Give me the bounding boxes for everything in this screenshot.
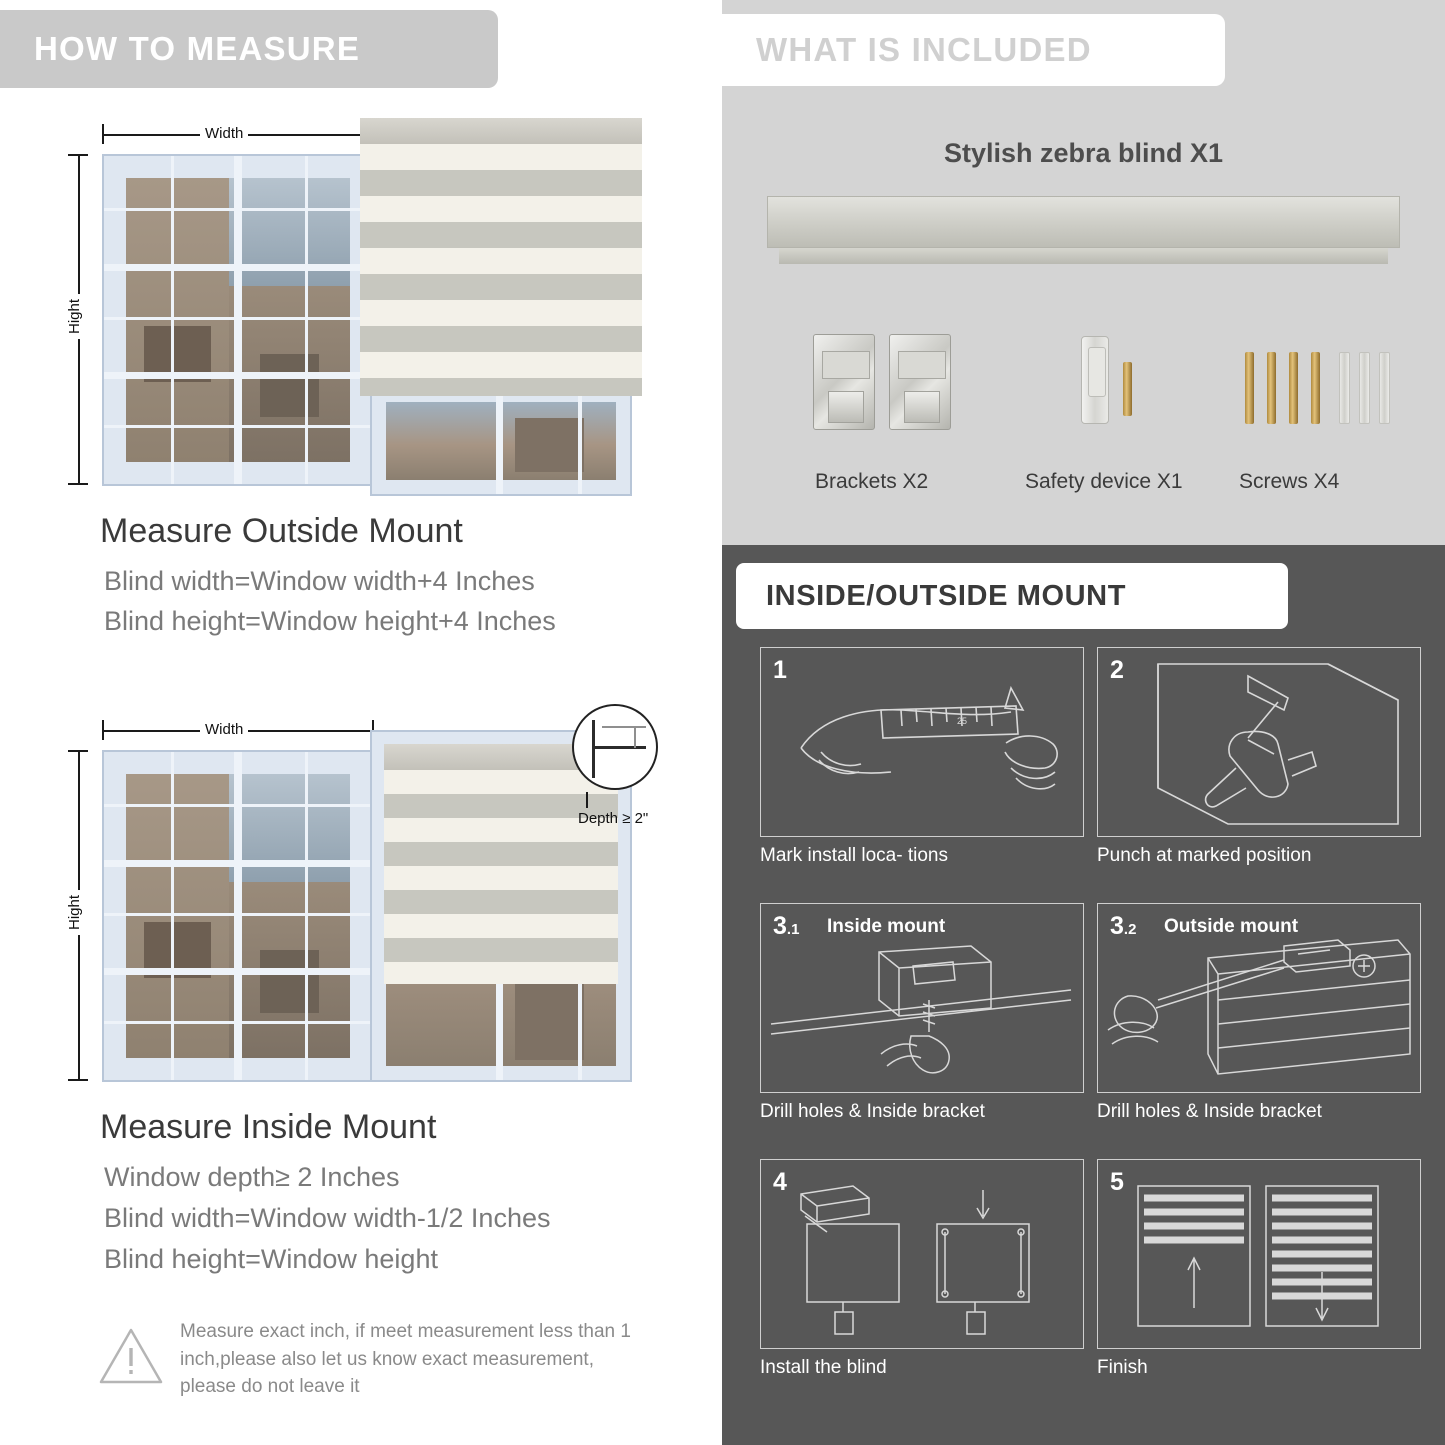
step-1 — [760, 647, 1084, 877]
step-3-2-caption: Drill holes & Inside bracket — [1097, 1101, 1322, 1122]
anchor-icon-3 — [1379, 352, 1390, 424]
depth-callout — [572, 704, 692, 827]
anchor-icon-2 — [1359, 352, 1370, 424]
width-tick-left — [102, 124, 104, 144]
how-to-measure-title: HOW TO MEASURE — [34, 30, 361, 67]
screw-icon-4 — [1311, 352, 1320, 424]
step-3-1-tag: Inside mount — [827, 916, 946, 937]
screw-icon-3 — [1289, 352, 1298, 424]
inside-mount-title: Measure Inside Mount — [100, 1108, 437, 1146]
inside-outside-mount-header — [736, 563, 1288, 629]
step-3-2-number: 3.2 — [1110, 912, 1137, 940]
outside-mount-line-1: Blind width=Window width+4 Inches — [104, 566, 535, 596]
blind-stripes — [360, 144, 642, 396]
what-is-included-title: WHAT IS INCLUDED — [756, 31, 1092, 68]
screw-icon-1 — [1245, 352, 1254, 424]
what-is-included-header — [722, 14, 1225, 86]
brackets-label: Brackets X2 — [815, 470, 929, 493]
step-1-box — [760, 647, 1084, 837]
what-is-included-section — [722, 0, 1445, 545]
step-1-number: 1 — [773, 656, 787, 684]
window-frame-with-blind — [370, 386, 632, 496]
screws-label: Screws X4 — [1239, 470, 1340, 493]
safety-device-icon — [1081, 336, 1109, 424]
step-5-number: 5 — [1110, 1168, 1124, 1196]
width-label-2: Width — [200, 721, 248, 738]
height-tick-top — [68, 154, 88, 156]
step-5-box — [1097, 1159, 1421, 1349]
anchor-icon-1 — [1339, 352, 1350, 424]
step-3-2 — [1097, 903, 1421, 1133]
step-3-1 — [760, 903, 1084, 1133]
step-3-1-number: 3.1 — [773, 912, 800, 940]
outside-mount-diagram — [60, 108, 680, 508]
step-3-2-box — [1097, 903, 1421, 1093]
outside-mount-title: Measure Outside Mount — [100, 512, 463, 550]
inside-mount-line-2: Blind width=Window width-1/2 Inches — [104, 1203, 551, 1233]
step-1-caption: Mark install loca- tions — [760, 845, 948, 866]
step-3-1-box — [760, 903, 1084, 1093]
install-blind-icon — [761, 1160, 1081, 1346]
included-parts-row — [767, 330, 1400, 500]
step-2-box — [1097, 647, 1421, 837]
part-screws — [1227, 330, 1407, 460]
finished-blind-icon — [1098, 1160, 1418, 1346]
bracket-icon — [813, 334, 875, 430]
depth-label: Depth ≥ 2" — [578, 810, 649, 827]
inside-mount-diagram — [60, 704, 680, 1104]
ruler-hand-icon — [761, 648, 1081, 834]
inside-outside-mount-title: INSIDE/OUTSIDE MOUNT — [766, 579, 1127, 612]
blind-valance — [360, 118, 642, 144]
height-label-2: Hight — [66, 890, 83, 935]
zebra-blind-product-icon — [767, 196, 1400, 268]
included-main-item-label: Stylish zebra blind X1 — [943, 138, 1224, 168]
step-4 — [760, 1159, 1084, 1389]
step-3-1-caption: Drill holes & Inside bracket — [760, 1101, 985, 1122]
inside-mount-line-1: Window depth≥ 2 Inches — [104, 1162, 400, 1192]
safety-device-label: Safety device X1 — [1025, 470, 1183, 493]
step-2-caption: Punch at marked position — [1097, 845, 1312, 866]
how-to-measure-header — [0, 10, 498, 88]
window-frame — [102, 154, 374, 486]
part-safety-device — [1019, 330, 1199, 460]
window-frame-3 — [102, 750, 374, 1082]
height-label: Hight — [66, 294, 83, 339]
step-4-caption: Install the blind — [760, 1357, 887, 1378]
step-5 — [1097, 1159, 1421, 1389]
drill-icon — [1098, 648, 1418, 834]
inside-mount-line-3: Blind height=Window height — [104, 1244, 438, 1274]
outside-mount-line-2: Blind height=Window height+4 Inches — [104, 606, 556, 636]
step-4-box — [760, 1159, 1084, 1349]
svg-text:25: 25 — [957, 716, 968, 726]
width-label: Width — [200, 125, 248, 142]
zebra-blind-outside — [360, 118, 642, 396]
part-brackets — [785, 330, 985, 460]
measure-note-text: Measure exact inch, if meet measurement less than 1 inch,please also let us know exact measurement, please do not leave it — [180, 1321, 631, 1398]
step-5-caption: Finish — [1097, 1357, 1148, 1378]
warning-triangle-icon — [98, 1326, 164, 1386]
screw-icon — [1123, 362, 1132, 416]
depth-magnifier-icon — [572, 704, 658, 790]
inside-outside-mount-section — [722, 545, 1445, 1445]
bracket-icon-2 — [889, 334, 951, 430]
step-2 — [1097, 647, 1421, 877]
step-2-number: 2 — [1110, 656, 1124, 684]
how-to-measure-section — [0, 0, 712, 1445]
step-4-number: 4 — [773, 1168, 787, 1196]
screw-icon-2 — [1267, 352, 1276, 424]
height-tick-bottom — [68, 483, 88, 485]
step-3-2-tag: Outside mount — [1164, 916, 1299, 937]
